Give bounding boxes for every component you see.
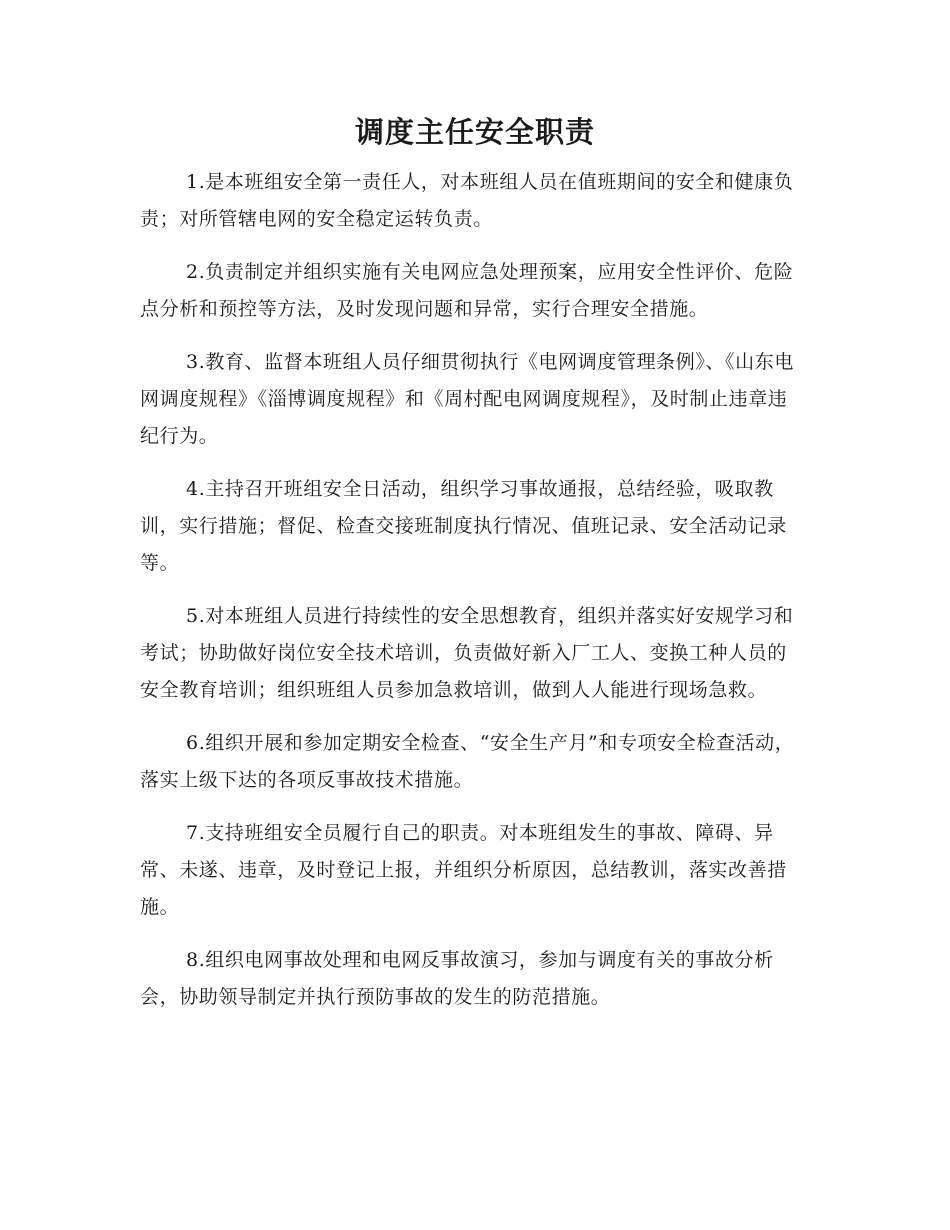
duty-item-5: 5.对本班组人员进行持续性的安全思想教育，组织并落实好安规学习和考试；协助做好岗位安全技术培训，负责做好新入厂工人、变换工种人员的安全教育培训；组织班组人员参加急救培训，做到人人能进行现场急救。 [140,605,794,701]
duty-item-7: 7.支持班组安全员履行自己的职责。对本班组发生的事故、障碍、异常、未遂、违章，及时登记上报，并组织分析原因，总结教训，落实改善措施。 [140,822,787,918]
document-body [140,164,795,1032]
duty-item-6: 6.组织开展和参加定期安全检查、“安全生产月”和专项安全检查活动，落实上级下达的各项反事故技术措施。 [140,732,795,791]
duty-item-2: 2.负责制定并组织实施有关电网应急处理预案，应用安全性评价、危险点分析和预控等方法，及时发现问题和异常，实行合理安全措施。 [140,261,794,320]
duty-item-8: 8.组织电网事故处理和电网反事故演习，参加与调度有关的事故分析会，协助领导制定并执行预防事故的发生的防范措施。 [140,949,774,1008]
duty-item-3: 3.教育、监督本班组人员仔细贯彻执行《电网调度管理条例》、《山东电网调度规程》《淄博调度规程》和《周村配电网调度规程》，及时制止违章违纪行为。 [140,351,794,447]
duty-item-4: 4.主持召开班组安全日活动，组织学习事故通报，总结经验，吸取教训，实行措施；督促、检查交接班制度执行情况、值班记录、安全活动记录等。 [140,478,787,574]
duty-item-1: 1.是本班组安全第一责任人，对本班组人员在值班期间的安全和健康负责；对所管辖电网的安全稳定运转负责。 [140,171,794,230]
document-title: 调度主任安全职责 [354,115,595,149]
